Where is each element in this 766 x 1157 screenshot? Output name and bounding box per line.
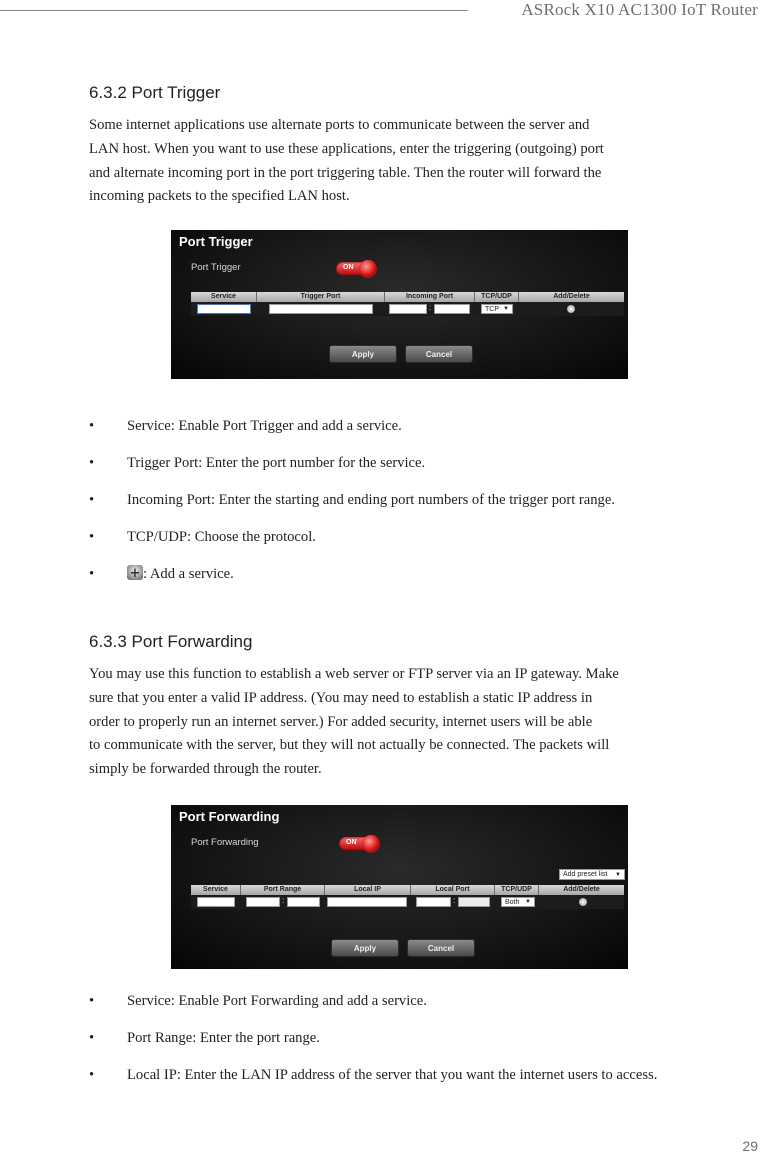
- toggle-knob: [362, 835, 380, 853]
- bullet-dot: •: [89, 529, 95, 545]
- protocol-select[interactable]: [501, 897, 535, 907]
- trigger-port-input[interactable]: [269, 304, 373, 314]
- header-rule: [0, 10, 468, 11]
- column-header-add-delete: Add/Delete: [553, 293, 590, 300]
- toggle-on-label: ON: [343, 264, 354, 271]
- port-trigger-paragraph: [89, 114, 713, 209]
- paragraph-line: sure that you enter a valid IP address. (You may need to establish a static IP address in: [89, 689, 593, 706]
- bullet-dot: •: [89, 1030, 95, 1046]
- bullet-dot: •: [89, 993, 95, 1009]
- local-port-end-input[interactable]: [458, 897, 490, 907]
- port-trigger-panel: [171, 230, 628, 379]
- paragraph-line: LAN host. When you want to use these applications, enter the triggering (outgoing) port: [89, 140, 604, 157]
- column-header-service: Service: [191, 885, 241, 895]
- bullet-dot: •: [89, 566, 95, 582]
- port-forwarding-table-header: [191, 885, 624, 895]
- paragraph-line: to communicate with the server, but they will not actually be connected. The packets will: [89, 737, 610, 754]
- header-title: ASRock X10 AC1300 IoT Router: [521, 0, 758, 19]
- toggle-on-label: ON: [346, 839, 357, 846]
- paragraph-line: and alternate incoming port in the port triggering table. Then the router will forward the: [89, 164, 602, 181]
- chevron-down-icon: ▼: [503, 306, 509, 312]
- port-trigger-toggle-label: Port Trigger: [191, 262, 241, 273]
- panel-title: Port Trigger: [179, 234, 253, 249]
- column-header-tcp-udp: TCP/UDP: [475, 292, 519, 302]
- column-header-tcp-udp: TCP/UDP: [495, 885, 539, 895]
- service-input[interactable]: [197, 304, 251, 314]
- chevron-down-icon: ▼: [615, 872, 621, 878]
- port-forwarding-toggle[interactable]: [339, 837, 379, 851]
- apply-button[interactable]: Apply: [331, 939, 399, 957]
- column-header-trigger-port: Trigger Port: [257, 292, 385, 302]
- port-trigger-toggle[interactable]: [336, 262, 376, 276]
- cancel-button[interactable]: Cancel: [405, 345, 473, 363]
- port-range-separator: :: [282, 896, 285, 905]
- local-port-separator: :: [453, 896, 456, 905]
- column-header-local-ip: Local IP: [325, 885, 411, 895]
- bullet-dot: •: [89, 492, 95, 508]
- column-header-port-range: Port Range: [241, 885, 325, 895]
- protocol-value: Both: [505, 899, 520, 906]
- port-forwarding-toggle-label: Port Forwarding: [191, 837, 259, 848]
- incoming-port-start-input[interactable]: [389, 304, 427, 314]
- paragraph-line: Some internet applications use alternate ports to communicate between the server and: [89, 117, 590, 133]
- bullet-text-add: [127, 563, 713, 586]
- local-port-start-input[interactable]: [416, 897, 451, 907]
- chevron-down-icon: ▼: [525, 899, 531, 905]
- table-row: [191, 302, 624, 316]
- paragraph-line: order to properly run an internet server.) For added security, internet users will be able: [89, 713, 593, 730]
- bullet-text: Incoming Port: Enter the starting and ending port numbers of the trigger port range.: [127, 492, 615, 508]
- service-input[interactable]: [197, 897, 235, 907]
- port-forwarding-panel: [171, 805, 628, 969]
- add-service-icon[interactable]: [567, 305, 575, 313]
- paragraph-line: simply be forwarded through the router.: [89, 761, 322, 778]
- port-trigger-table-header: [191, 292, 624, 302]
- section-heading-port-forwarding: 6.3.3 Port Forwarding: [89, 632, 253, 651]
- section-heading-port-trigger: 6.3.2 Port Trigger: [89, 83, 221, 102]
- port-forwarding-paragraph: [89, 663, 713, 782]
- bullet-text: Trigger Port: Enter the port number for the service.: [127, 455, 426, 471]
- port-range-end-input[interactable]: [287, 897, 320, 907]
- port-range-start-input[interactable]: [246, 897, 280, 907]
- incoming-port-end-input[interactable]: [434, 304, 470, 314]
- protocol-select[interactable]: [481, 304, 513, 314]
- bullet-text: Service: Enable Port Forwarding and add a service.: [127, 993, 427, 1009]
- column-header-add-delete: Add/Delete: [563, 886, 600, 893]
- add-service-icon[interactable]: [579, 898, 587, 906]
- bullet-text: Port Range: Enter the port range.: [127, 1030, 320, 1046]
- page-number: 29: [742, 1138, 758, 1154]
- column-header-local-port: Local Port: [411, 885, 495, 895]
- port-range-separator: :: [429, 303, 432, 312]
- column-header-incoming-port: Incoming Port: [385, 292, 475, 302]
- bullet-text: Local IP: Enter the LAN IP address of the server that you want the internet users to access.: [127, 1067, 658, 1083]
- panel-title: Port Forwarding: [179, 809, 280, 824]
- add-preset-list-select[interactable]: [559, 869, 625, 880]
- bullet-text: Service: Enable Port Trigger and add a service.: [127, 418, 402, 434]
- protocol-value: TCP: [485, 306, 499, 313]
- cancel-button[interactable]: Cancel: [407, 939, 475, 957]
- apply-button[interactable]: Apply: [329, 345, 397, 363]
- column-header-service: Service: [191, 292, 257, 302]
- paragraph-line: incoming packets to the specified LAN host.: [89, 188, 350, 205]
- table-row: [191, 895, 624, 909]
- toggle-knob: [359, 260, 377, 278]
- local-ip-input[interactable]: [327, 897, 407, 907]
- preset-label: Add preset list: [563, 871, 608, 878]
- bullet-dot: •: [89, 455, 95, 471]
- bullet-dot: •: [89, 418, 95, 434]
- add-icon: [127, 565, 143, 580]
- bullet-text: : Add a service.: [143, 566, 234, 582]
- paragraph-line: You may use this function to establish a web server or FTP server via an IP gateway. Make: [89, 666, 619, 682]
- bullet-dot: •: [89, 1067, 95, 1083]
- bullet-text: TCP/UDP: Choose the protocol.: [127, 529, 316, 545]
